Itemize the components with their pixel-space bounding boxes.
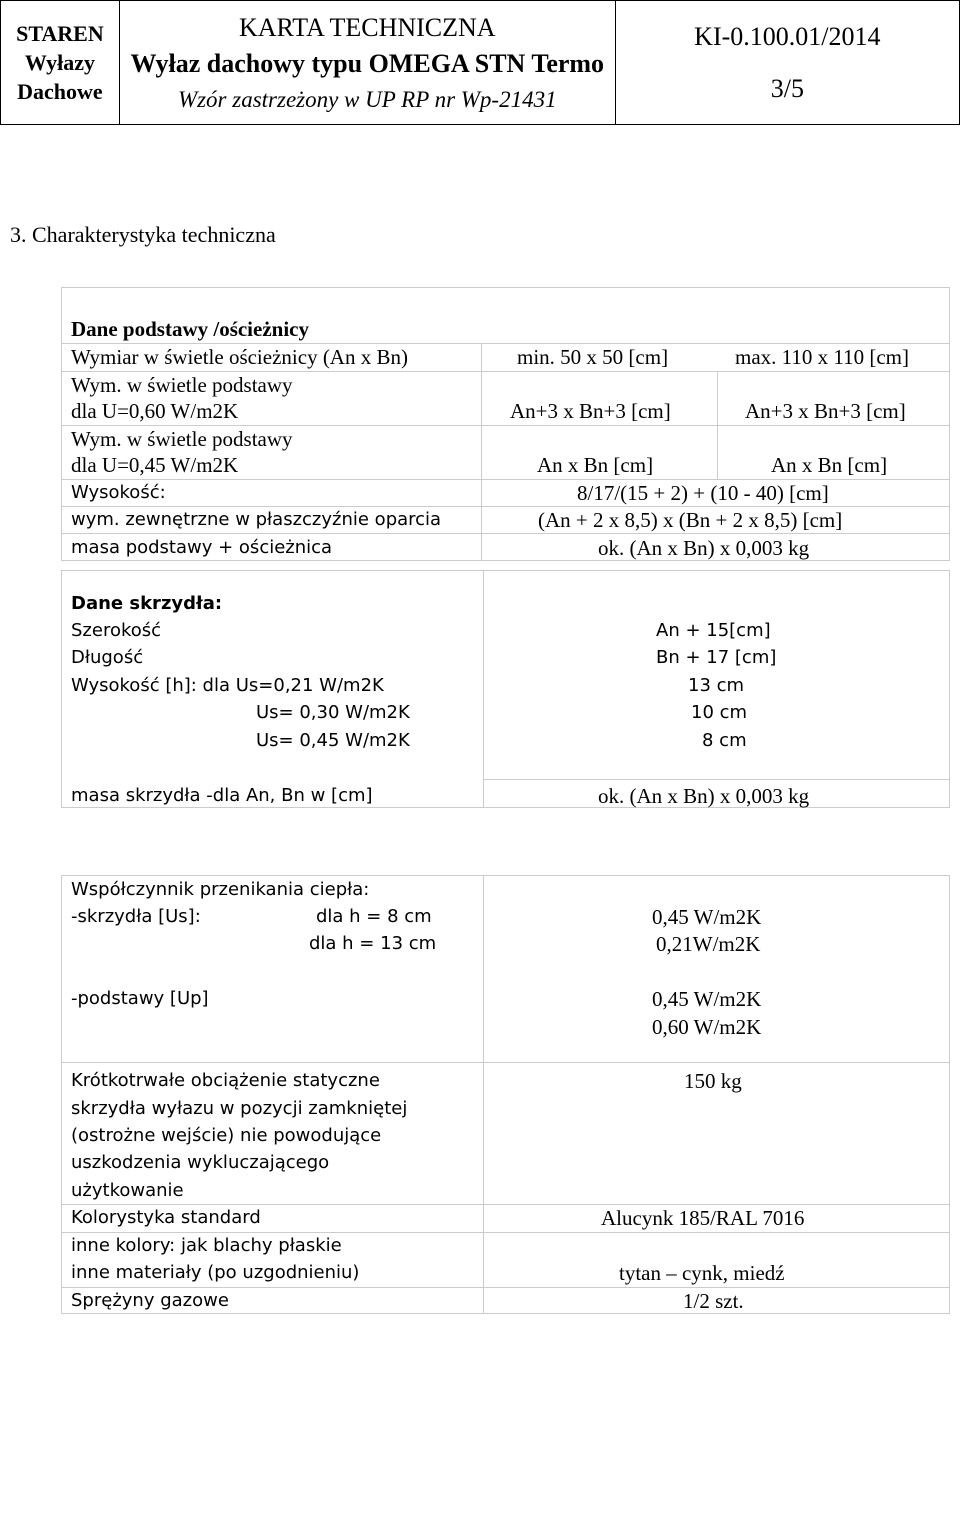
base-r3-label-2: dla U=0,45 W/m2K: [71, 453, 239, 477]
code-cell: [615, 1, 959, 125]
base-r3-label-1: Wym. w świetle podstawy: [71, 427, 293, 451]
sash-length-label: Długość: [71, 647, 144, 668]
pattern-note: Wzór zastrzeżony w UP RP nr Wp-21431: [177, 86, 557, 112]
col-line: [717, 371, 718, 479]
col-line: [483, 875, 484, 1314]
brand-cell: [1, 1, 120, 125]
base-r1-max: max. 110 x 110 [cm]: [735, 345, 909, 369]
sash-mass-label: masa skrzydła -dla An, Bn w [cm]: [71, 785, 373, 806]
thermal-sash-label: -skrzydła [Us]:: [71, 906, 201, 927]
thermal-sash-value-2: 0,21W/m2K: [656, 932, 761, 956]
thermal-sash-value-1: 0,45 W/m2K: [652, 905, 762, 929]
sash-length-value: Bn + 17 [cm]: [656, 647, 777, 668]
sash-width-label: Szerokość: [71, 620, 162, 641]
springs-value: 1/2 szt.: [683, 1289, 744, 1313]
base-r2-label-1: Wym. w świetle podstawy: [71, 373, 293, 397]
materials-label: inne materiały (po uzgodnieniu): [71, 1262, 360, 1283]
sash-height-label-3: Us= 0,45 W/m2K: [256, 730, 410, 751]
load-label-1: Krótkotrwałe obciążenie statyczne: [71, 1070, 380, 1091]
color-label: Kolorystyka standard: [71, 1207, 261, 1228]
base-r2-v1: An+3 x Bn+3 [cm]: [510, 399, 671, 423]
base-r2-label-2: dla U=0,60 W/m2K: [71, 399, 239, 423]
brand-line-2: Wyłazy: [24, 50, 95, 75]
brand-line-1: STAREN: [16, 21, 104, 46]
base-r6-label: masa podstawy + ościeżnica: [71, 537, 333, 558]
base-r4-label: Wysokość:: [71, 482, 166, 503]
base-r5-label: wym. zewnętrzne w płaszczyźnie oparcia: [71, 509, 442, 530]
load-label-4: uszkodzenia wykluczającego: [71, 1152, 330, 1173]
sash-heading: Dane skrzydła:: [71, 593, 223, 614]
col-line: [481, 343, 482, 561]
base-r1-label: Wymiar w świetle ościeżnicy (An x Bn): [71, 345, 408, 369]
sash-height-label-2: Us= 0,30 W/m2K: [256, 702, 410, 723]
base-heading: Dane podstawy /ościeżnicy: [71, 317, 309, 341]
base-r3-v1: An x Bn [cm]: [537, 453, 654, 477]
materials-value: tytan – cynk, miedź: [619, 1261, 785, 1285]
sash-height-label-1: Wysokość [h]: dla Us=0,21 W/m2K: [71, 675, 384, 696]
thermal-sash-h8: dla h = 8 cm: [316, 906, 432, 927]
thermal-sash-h13: dla h = 13 cm: [309, 933, 437, 954]
sash-width-value: An + 15[cm]: [656, 620, 771, 641]
doc-type: KARTA TECHNICZNA: [238, 12, 496, 42]
base-r3-v2: An x Bn [cm]: [771, 453, 888, 477]
sash-mass-value: ok. (An x Bn) x 0,003 kg: [598, 784, 810, 808]
thermal-heading: Współczynnik przenikania ciepła:: [71, 879, 370, 900]
col-line: [483, 570, 484, 808]
springs-label: Sprężyny gazowe: [71, 1290, 229, 1311]
row-line: [483, 779, 950, 780]
base-r1-min: min. 50 x 50 [cm]: [517, 345, 669, 369]
thermal-base-value-1: 0,45 W/m2K: [652, 987, 762, 1011]
sash-height-value-1: 13 cm: [688, 675, 745, 696]
product-title: Wyłaz dachowy typu OMEGA STN Termo: [130, 48, 605, 78]
brand-line-3: Dachowe: [17, 79, 103, 104]
color-value: Alucynk 185/RAL 7016: [601, 1206, 805, 1230]
base-r6-value: ok. (An x Bn) x 0,003 kg: [598, 536, 810, 560]
base-r4-value: 8/17/(15 + 2) + (10 - 40) [cm]: [577, 481, 829, 505]
title-cell: [119, 1, 615, 125]
base-r5-value: (An + 2 x 8,5) x (Bn + 2 x 8,5) [cm]: [538, 508, 843, 532]
other-colors-label: inne kolory: jak blachy płaskie: [71, 1235, 342, 1256]
base-r2-v2: An+3 x Bn+3 [cm]: [745, 399, 906, 423]
doc-code: KI-0.100.01/2014: [694, 21, 881, 51]
load-label-5: użytkowanie: [71, 1180, 184, 1201]
load-label-2: skrzydła wyłazu w pozycji zamkniętej: [71, 1098, 408, 1119]
section-title: 3. Charakterystyka techniczna: [10, 222, 276, 247]
document-header: [0, 0, 960, 125]
thermal-base-value-2: 0,60 W/m2K: [652, 1015, 762, 1039]
page-number: 3/5: [770, 73, 804, 103]
row-line: [61, 1062, 950, 1063]
sash-height-value-2: 10 cm: [691, 702, 748, 723]
load-label-3: (ostrożne wejście) nie powodujące: [71, 1125, 382, 1146]
thermal-base-label: -podstawy [Up]: [71, 988, 209, 1009]
sash-height-value-3: 8 cm: [702, 730, 747, 751]
load-value: 150 kg: [684, 1069, 742, 1093]
